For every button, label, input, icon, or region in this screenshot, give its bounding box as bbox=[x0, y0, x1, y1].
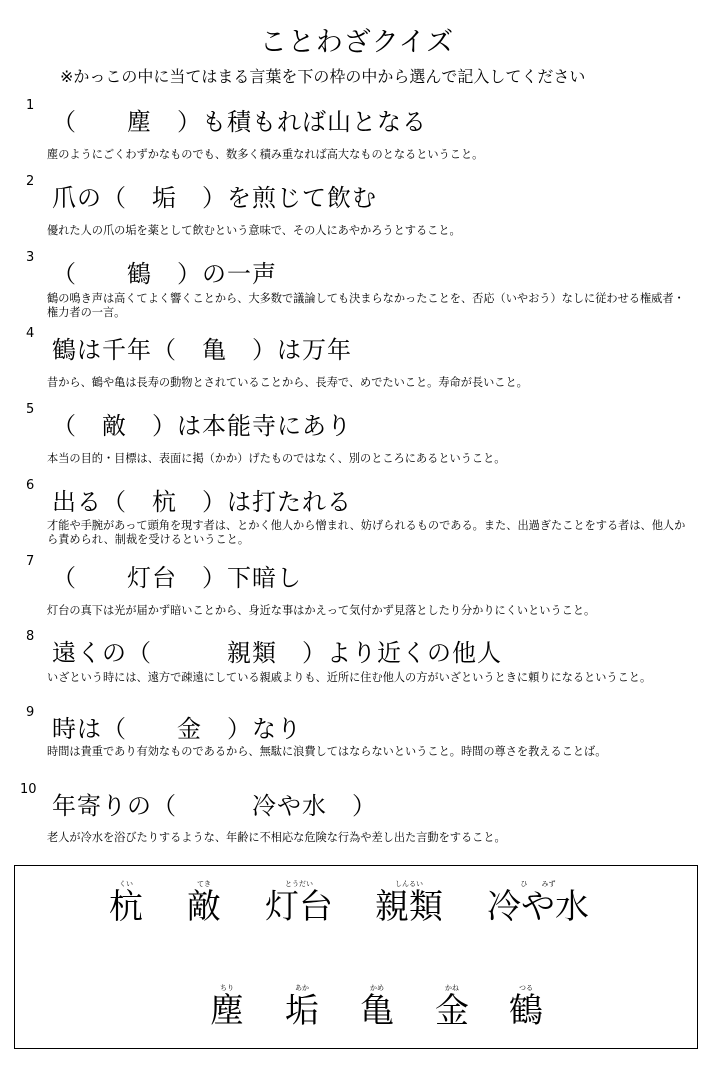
word-reading: かめ bbox=[370, 984, 384, 992]
item-number: 8 bbox=[26, 629, 35, 644]
item-number: 7 bbox=[26, 554, 35, 569]
item-number: 5 bbox=[26, 402, 35, 417]
word-bank-word bbox=[487, 880, 589, 926]
item-number: 1 bbox=[26, 98, 35, 113]
word-reading: しんるい bbox=[395, 880, 423, 888]
word-bank-word bbox=[375, 880, 443, 926]
word-kanji: 亀 bbox=[360, 991, 394, 1031]
word-reading: ひ みず bbox=[520, 880, 556, 888]
item-number: 6 bbox=[26, 478, 35, 493]
word-reading: あか bbox=[295, 984, 309, 992]
word-bank-word bbox=[285, 984, 319, 1030]
word-bank-word bbox=[435, 984, 469, 1030]
word-reading: つる bbox=[519, 984, 533, 992]
explanation-text: 本当の目的・目標は、表面に掲（かか）げたものではなく、別のところにあるということ。 bbox=[47, 452, 506, 465]
question-text: 出る（ 杭 ）は打たれる bbox=[52, 488, 352, 516]
word-bank-word bbox=[109, 880, 143, 926]
explanation-text: 時間は貴重であり有効なものであるから、無駄に浪費してはならないということ。時間の尊さを教えることば。 bbox=[47, 745, 607, 758]
word-bank-word bbox=[360, 984, 394, 1030]
explanation-text: 昔から、鶴や亀は長寿の動物とされていることから、長寿で、めでたいこと。寿命が長いこと。 bbox=[47, 376, 528, 389]
item-number: 4 bbox=[26, 326, 35, 341]
word-bank-word bbox=[509, 984, 543, 1030]
word-kanji: 塵 bbox=[210, 991, 244, 1031]
explanation-text: 灯台の真下は光が届かず暗いことから、身近な事はかえって気付かず見落としたり分かりにくいということ。 bbox=[47, 604, 596, 617]
question-text: 爪の（ 垢 ）を煎じて飲む bbox=[52, 184, 377, 212]
word-reading: てき bbox=[197, 880, 211, 888]
question-text: （ 鶴 ）の一声 bbox=[52, 260, 277, 288]
question-text: 時は（ 金 ）なり bbox=[52, 715, 302, 743]
word-reading: とうだい bbox=[285, 880, 313, 888]
word-kanji: 敵 bbox=[187, 887, 221, 927]
page-title: ことわざクイズ bbox=[259, 27, 455, 58]
word-bank-word bbox=[187, 880, 221, 926]
word-bank-word bbox=[265, 880, 333, 926]
question-text: 年寄りの（ 冷や水 ） bbox=[52, 792, 377, 820]
explanation-text: 優れた人の爪の垢を薬として飲むという意味で、その人にあやかろうとすること。 bbox=[47, 224, 461, 237]
word-bank-word bbox=[210, 984, 244, 1030]
item-number: 3 bbox=[26, 250, 35, 265]
word-reading: ちり bbox=[220, 984, 234, 992]
instructions: ※かっこの中に当てはまる言葉を下の枠の中から選んで記入してください bbox=[60, 67, 586, 86]
word-kanji: 親類 bbox=[375, 887, 443, 927]
explanation-text: 老人が冷水を浴びたりするような、年齢に不相応な危険な行為や差し出た言動をすること。 bbox=[47, 831, 506, 844]
explanation-text: 鶴の鳴き声は高くてよく響くことから、大多数で議論しても決まらなかったことを、否応（いやおう）なしに従わせる権威者・権力者の一言。 bbox=[47, 292, 685, 319]
item-number: 10 bbox=[20, 782, 37, 797]
word-kanji: 冷や水 bbox=[487, 887, 589, 927]
word-reading: かね bbox=[445, 984, 459, 992]
item-number: 9 bbox=[26, 705, 35, 720]
question-text: 鶴は千年（ 亀 ）は万年 bbox=[52, 336, 352, 364]
item-number: 2 bbox=[26, 174, 35, 189]
question-text: 遠くの（ 親類 ）より近くの他人 bbox=[52, 639, 502, 667]
explanation-text: 塵のようにごくわずかなものでも、数多く積み重なれば高大なものとなるということ。 bbox=[47, 148, 484, 161]
question-text: （ 灯台 ）下暗し bbox=[52, 564, 302, 592]
word-kanji: 垢 bbox=[285, 991, 319, 1031]
question-text: （ 敵 ）は本能寺にあり bbox=[52, 412, 352, 440]
word-kanji: 杭 bbox=[109, 887, 143, 927]
word-bank-box bbox=[14, 865, 698, 1049]
word-kanji: 鶴 bbox=[509, 991, 543, 1031]
word-reading: くい bbox=[119, 880, 133, 888]
word-kanji: 灯台 bbox=[265, 887, 333, 927]
explanation-text: いざという時には、遠方で疎遠にしている親戚よりも、近所に住む他人の方がいざというときに頼りになるということ。 bbox=[47, 671, 652, 684]
question-text: （ 塵 ）も積もれば山となる bbox=[52, 108, 427, 136]
word-kanji: 金 bbox=[435, 991, 469, 1031]
explanation-text: 才能や手腕があって頭角を現す者は、とかく他人から憎まれ、妨げられるものである。また、出過ぎたことをする者は、他人から責められ、制裁を受けるということ。 bbox=[47, 519, 686, 546]
